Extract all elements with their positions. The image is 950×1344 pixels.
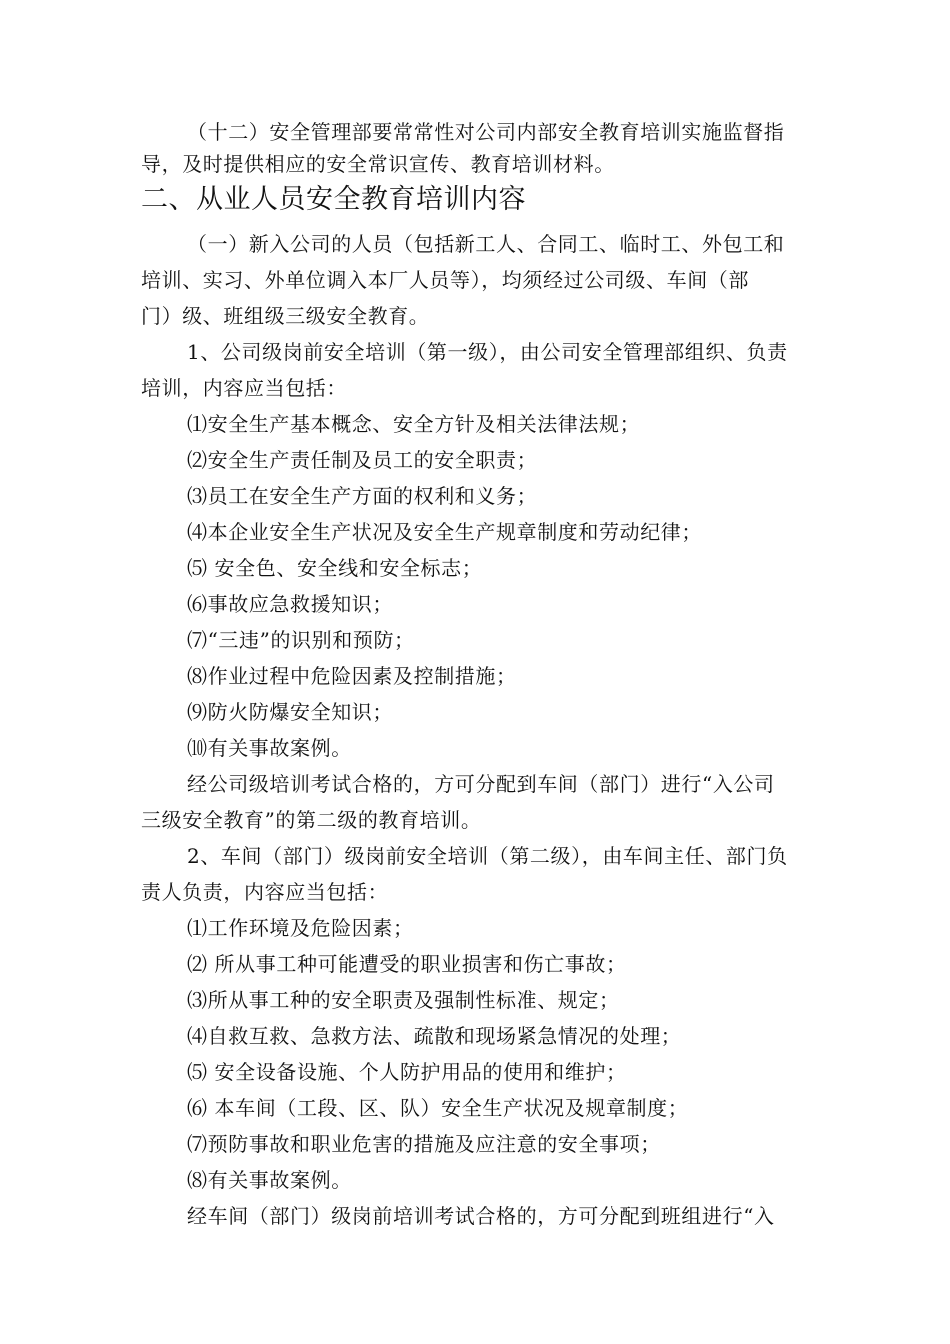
list-item: ⑶所从事工种的安全职责及强制性标准、规定； [187,988,620,1012]
paragraph-1-line-2: 培训、实习、外单位调入本厂人员等），均须经过公司级、车间（部 [141,268,749,292]
list-item: ⑻有关事故案例。 [187,1168,352,1192]
paragraph-12-line-1: （十二）安全管理部要常常性对公司内部安全教育培训实施监督指 [187,120,785,144]
list-item: ⑻作业过程中危险因素及控制措施； [187,664,517,688]
level-1-intro-line-1: 1、公司级岗前安全培训（第一级），由公司安全管理部组织、负责 [187,340,788,364]
list-item: ⑸ 安全色、安全线和安全标志； [187,556,483,580]
level-2-intro-line-1: 2、车间（部门）级岗前安全培训（第二级），由车间主任、部门负 [187,844,788,868]
list-item: ⑹事故应急救援知识； [187,592,393,616]
paragraph-1-line-3: 门）级、班组级三级安全教育。 [141,304,430,328]
list-item: ⑷本企业安全生产状况及安全生产规章制度和劳动纪律； [187,520,702,544]
list-item: ⑽有关事故案例。 [187,736,352,760]
list-item: ⑴安全生产基本概念、安全方针及相关法律法规； [187,412,641,436]
list-item: ⑼防火防爆安全知识； [187,700,393,724]
list-item: ⑷自救互救、急救方法、疏散和现场紧急情况的处理； [187,1024,682,1048]
list-item: ⑺预防事故和职业危害的措施及应注意的安全事项； [187,1132,661,1156]
list-item: ⑵安全生产责任制及员工的安全职责； [187,448,538,472]
list-item: ⑶员工在安全生产方面的权利和义务； [187,484,538,508]
level-2-conclusion-line-1: 经车间（部门）级岗前培训考试合格的，方可分配到班组进行“入 [187,1204,775,1228]
level-1-conclusion-line-2: 三级安全教育”的第二级的教育培训。 [141,808,482,832]
list-item: ⑹ 本车间（工段、区、队）安全生产状况及规章制度； [187,1096,689,1120]
level-2-intro-line-2: 责人负责，内容应当包括： [141,880,389,904]
level-1-conclusion-line-1: 经公司级培训考试合格的，方可分配到车间（部门）进行“入公司 [187,772,775,796]
list-item: ⑺“三违”的识别和预防； [187,628,415,652]
paragraph-12-line-2: 导，及时提供相应的安全常识宣传、教育培训材料。 [141,152,615,176]
level-1-intro-line-2: 培训，内容应当包括： [141,376,347,400]
list-item: ⑴工作环境及危险因素； [187,916,414,940]
list-item: ⑵ 所从事工种可能遭受的职业损害和伤亡事故； [187,952,627,976]
paragraph-1-line-1: （一）新入公司的人员（包括新工人、合同工、临时工、外包工和 [187,232,785,256]
section-heading: 二、从业人员安全教育培训内容 [141,184,526,215]
list-item: ⑸ 安全设备设施、个人防护用品的使用和维护； [187,1060,627,1084]
